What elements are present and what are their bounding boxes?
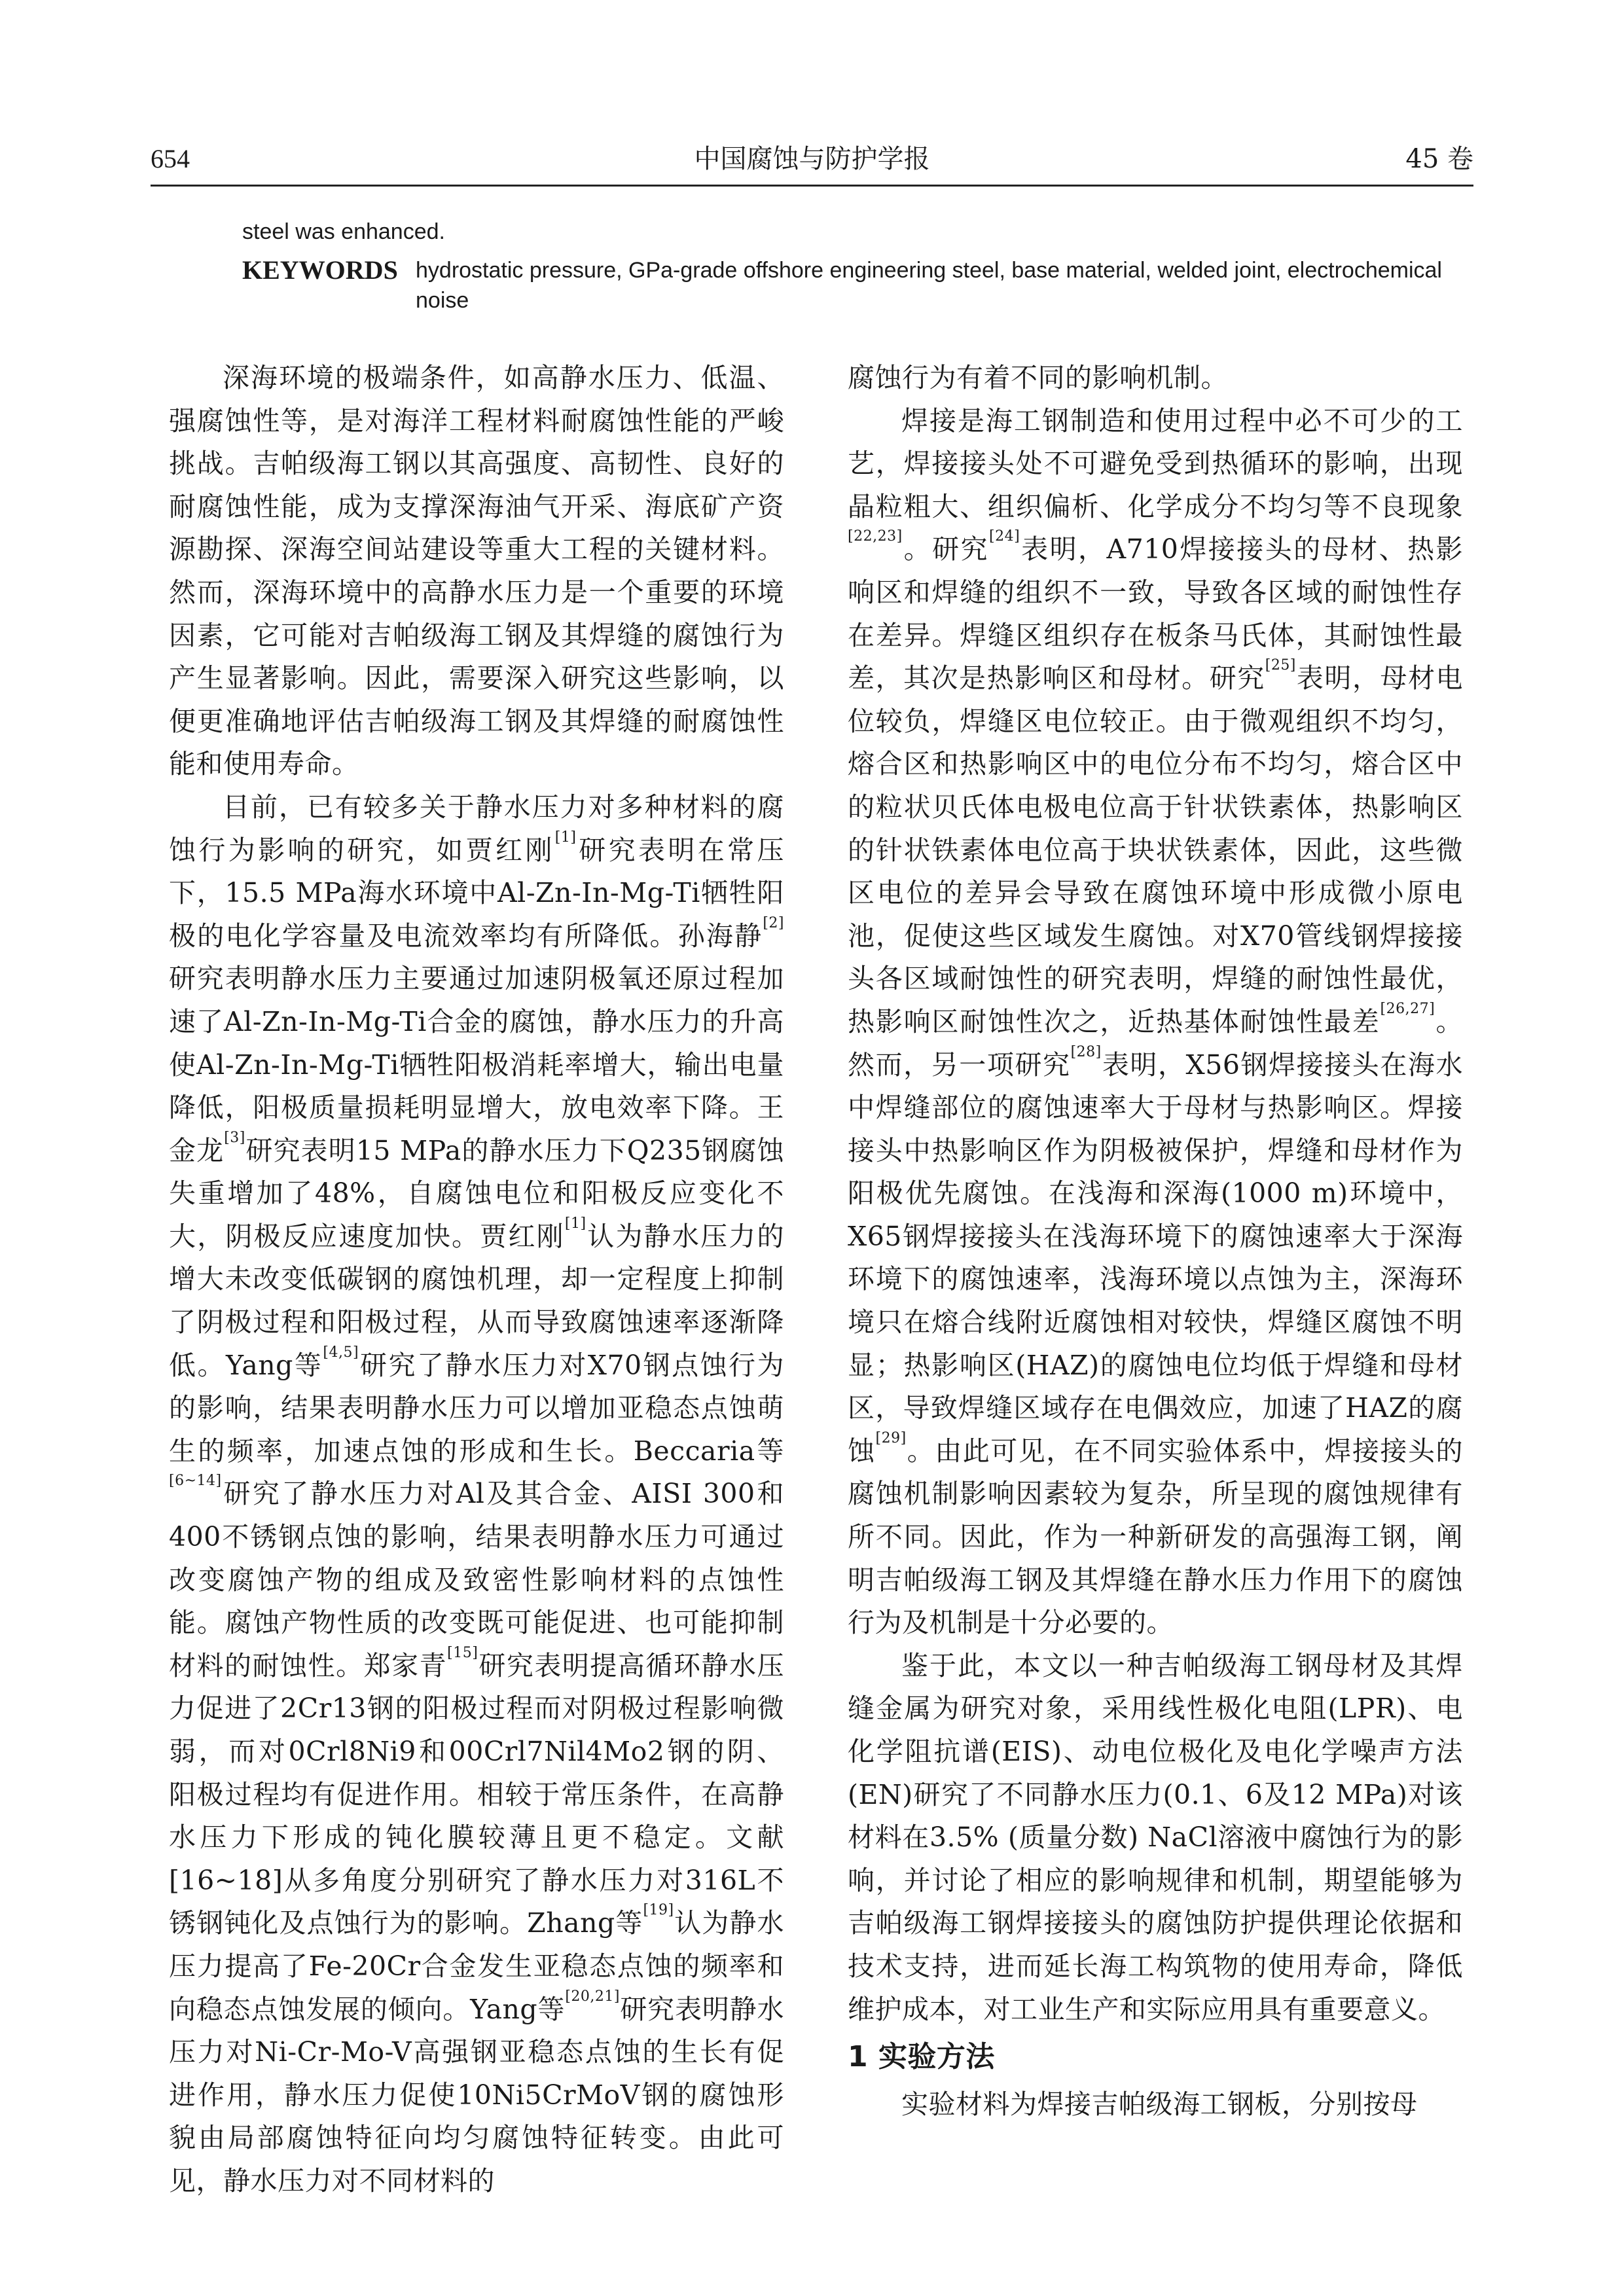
citation-ref: [1] (564, 1215, 586, 1232)
citation-ref: [2] (763, 914, 784, 931)
keywords-text: hydrostatic pressure, GPa-grade offshore engineering steel, base material, welded joint, electrochemical noise (416, 258, 1442, 313)
page-number: 654 (151, 144, 190, 173)
citation-ref: [29] (875, 1429, 907, 1446)
keywords-block (242, 255, 1460, 315)
citation-ref: [20,21] (565, 1988, 620, 2005)
paragraph-methods-start: 实验材料为焊接吉帕级海工钢板，分别按母 (901, 2089, 1418, 2121)
journal-title: 中国腐蚀与防护学报 (694, 144, 930, 174)
citation-ref: [4,5] (323, 1344, 359, 1361)
citation-ref: [25] (1265, 657, 1296, 674)
text-run: 研究了静水压力对Al及其合金、AISI 300和400不锈钢点蚀的影响，结果表明静水压力可通过改变腐蚀产物的组成及致密性影响材料的点蚀性能。腐蚀产物性质的改变既可能促进、也可能抑制材料的耐蚀性。郑家青 (169, 1478, 784, 1681)
citation-ref: [15] (447, 1644, 478, 1661)
text-run: 。然而，另一项研究 (848, 1005, 1464, 1081)
page-header (151, 134, 1473, 187)
text-run: 表明，X56钢焊接接头在海水中焊缝部位的腐蚀速率大于母材与热影响区。焊接接头中热影响区作为阴极被保护，焊缝和母材作为阳极优先腐蚀。在浅海和深海(1000 m)环境中，X65钢焊接接头在浅海环境下的腐蚀速率大于深海环境下的腐蚀速率，浅海环境以点蚀为主，深海环境只在熔合线附近腐蚀相对较快，焊缝区腐蚀不明显；热影响区(HAZ)的腐蚀电位均低于焊缝和母材区，导致焊缝区域存在电偶效应，加速了HAZ的腐蚀 (848, 1049, 1464, 1467)
citation-ref: [1] (554, 829, 577, 846)
text-run: 。研究 (902, 533, 989, 565)
text-run: 认为静水压力的增大未改变低碳钢的腐蚀机理，却一定程度上抑制了阴极过程和阳极过程，从而导致腐蚀速率逐渐降低。Yang等 (169, 1220, 785, 1381)
paragraph-hydrostatic-studies (169, 786, 784, 2203)
abstract-tail: steel was enhanced. (242, 219, 445, 244)
text-run: 表明，A710焊接接头的母材、热影响区和焊缝的组织不一致，导致各区域的耐蚀性存在差异。焊缝区组织存在板条马氏体，其耐蚀性最差，其次是热影响区和母材。研究 (848, 533, 1463, 694)
citation-ref: [3] (224, 1129, 245, 1146)
citation-ref: [24] (989, 528, 1020, 545)
right-column (848, 357, 1463, 2126)
paragraph-welding (848, 400, 1463, 1645)
citation-ref: [28] (1070, 1043, 1102, 1060)
section-heading-methods: 1 实验方法 (848, 2040, 995, 2074)
text-run: 研究表明静水压力主要通过加速阴极氧还原过程加速了Al-Zn-In-Mg-Ti合金的腐蚀，静水压力的升高使Al-Zn-In-Mg-Ti牺牲阳极消耗率增大，输出电量降低，阳极质量损耗明显增大，放电效率下降。王金龙 (169, 963, 784, 1166)
text-run: 研究表明静水压力对Ni-Cr-Mo-V高强钢亚稳态点蚀的生长有促进作用，静水压力促使10Ni5CrMoV钢的腐蚀形貌由局部腐蚀特征向均匀腐蚀特征转变。由此可见，静水压力对不同材料的 (169, 1993, 785, 2197)
text-run: 研究了静水压力对X70钢点蚀行为的影响，结果表明静水压力可以增加亚稳态点蚀萌生的频率，加速点蚀的形成和生长。Beccaria等 (169, 1349, 785, 1467)
text-run: 表明，母材电位较负，焊缝区电位较正。由于微观组织不均匀，熔合区和热影响区中的电位分布不均匀，熔合区中的粒状贝氏体电极电位高于针状铁素体，热影响区的针状铁素体电位高于块状铁素体，因此，这些微区电位的差异会导致在腐蚀环境中形成微小原电池，促使这些区域发生腐蚀。对X70管线钢焊接接头各区域耐蚀性的研究表明，焊缝的耐蚀性最优，热影响区耐蚀性次之，近热基体耐蚀性最差 (848, 662, 1463, 1037)
text-run: 目前，已有较多关于静水压力对多种材料的腐蚀行为影响的研究，如贾红刚 (169, 791, 784, 866)
volume-label: 45 卷 (1405, 144, 1473, 174)
paragraph-continuation: 腐蚀行为有着不同的影响机制。 (848, 362, 1228, 393)
left-column (169, 357, 784, 2203)
citation-ref: [19] (643, 1902, 674, 1919)
text-run: 焊接是海工钢制造和使用过程中必不可少的工艺，焊接接头处不可避免受到热循环的影响，出现晶粒粗大、组织偏析、化学成分不均匀等不良现象 (848, 404, 1463, 522)
text-run: 认为静水压力提高了Fe-20Cr合金发生亚稳态点蚀的频率和向稳态点蚀发展的倾向。Yang等 (169, 1907, 784, 2025)
text-run: 研究表明在常压下，15.5 MPa海水环境中Al-Zn-In-Mg-Ti牺牲阳极的电化学容量及电流效率均有所降低。孙海静 (169, 834, 785, 952)
text-run: 研究表明15 MPa的静水压力下Q235钢腐蚀失重增加了48%，自腐蚀电位和阳极反应变化不大，阴极反应速度加快。贾红刚 (169, 1134, 785, 1252)
text-run: 研究表明提高循环静水压力促进了2Cr13钢的阳极过程而对阴极过程影响微弱，而对0Crl8Ni9和00Crl7Nil4Mo2钢的阴、阳极过程均有促进作用。相较于常压条件，在高静水压力下形成的钝化膜较薄且更不稳定。文献[16~18]从多角度分别研究了静水压力对316L不锈钢钝化及点蚀行为的影响。Zhang等 (169, 1649, 784, 1939)
citation-ref: [22,23] (848, 528, 903, 545)
citation-ref: [26,27] (1380, 1000, 1435, 1017)
text-run: 。由此可见，在不同实验体系中，焊接接头的腐蚀机制影响因素较为复杂，所呈现的腐蚀规律有所不同。因此，作为一种新研发的高强海工钢，阐明吉帕级海工钢及其焊缝在静水压力作用下的腐蚀行为及机制是十分必要的。 (848, 1435, 1463, 1639)
citation-ref: [6~14] (169, 1473, 222, 1490)
paragraph-objective: 鉴于此，本文以一种吉帕级海工钢母材及其焊缝金属为研究对象，采用线性极化电阻(LPR)、电化学阻抗谱(EIS)、动电位极化及电化学噪声方法(EN)研究了不同静水压力(0.1、6及12 MPa)对该材料在3.5% (质量分数) NaCl溶液中腐蚀行为的影响，并讨论了相应的影响规律和机制，期望能够为吉帕级海工钢焊接接头的腐蚀防护提供理论依据和技术支持，进而延长海工构筑物的使用寿命，降低维护成本，对工业生产和实际应用具有重要意义。 (848, 1649, 1463, 2025)
paragraph-intro: 深海环境的极端条件，如高静水压力、低温、强腐蚀性等，是对海洋工程材料耐腐蚀性能的严峻挑战。吉帕级海工钢以其高强度、高韧性、良好的耐腐蚀性能，成为支撑深海油气开采、海底矿产资源勘探、深海空间站建设等重大工程的关键材料。然而，深海环境中的高静水压力是一个重要的环境因素，它可能对吉帕级海工钢及其焊缝的腐蚀行为产生显著影响。因此，需要深入研究这些影响，以便更准确地评估吉帕级海工钢及其焊缝的耐腐蚀性能和使用寿命。 (169, 362, 784, 780)
keywords-label: KEYWORDS (242, 255, 398, 285)
